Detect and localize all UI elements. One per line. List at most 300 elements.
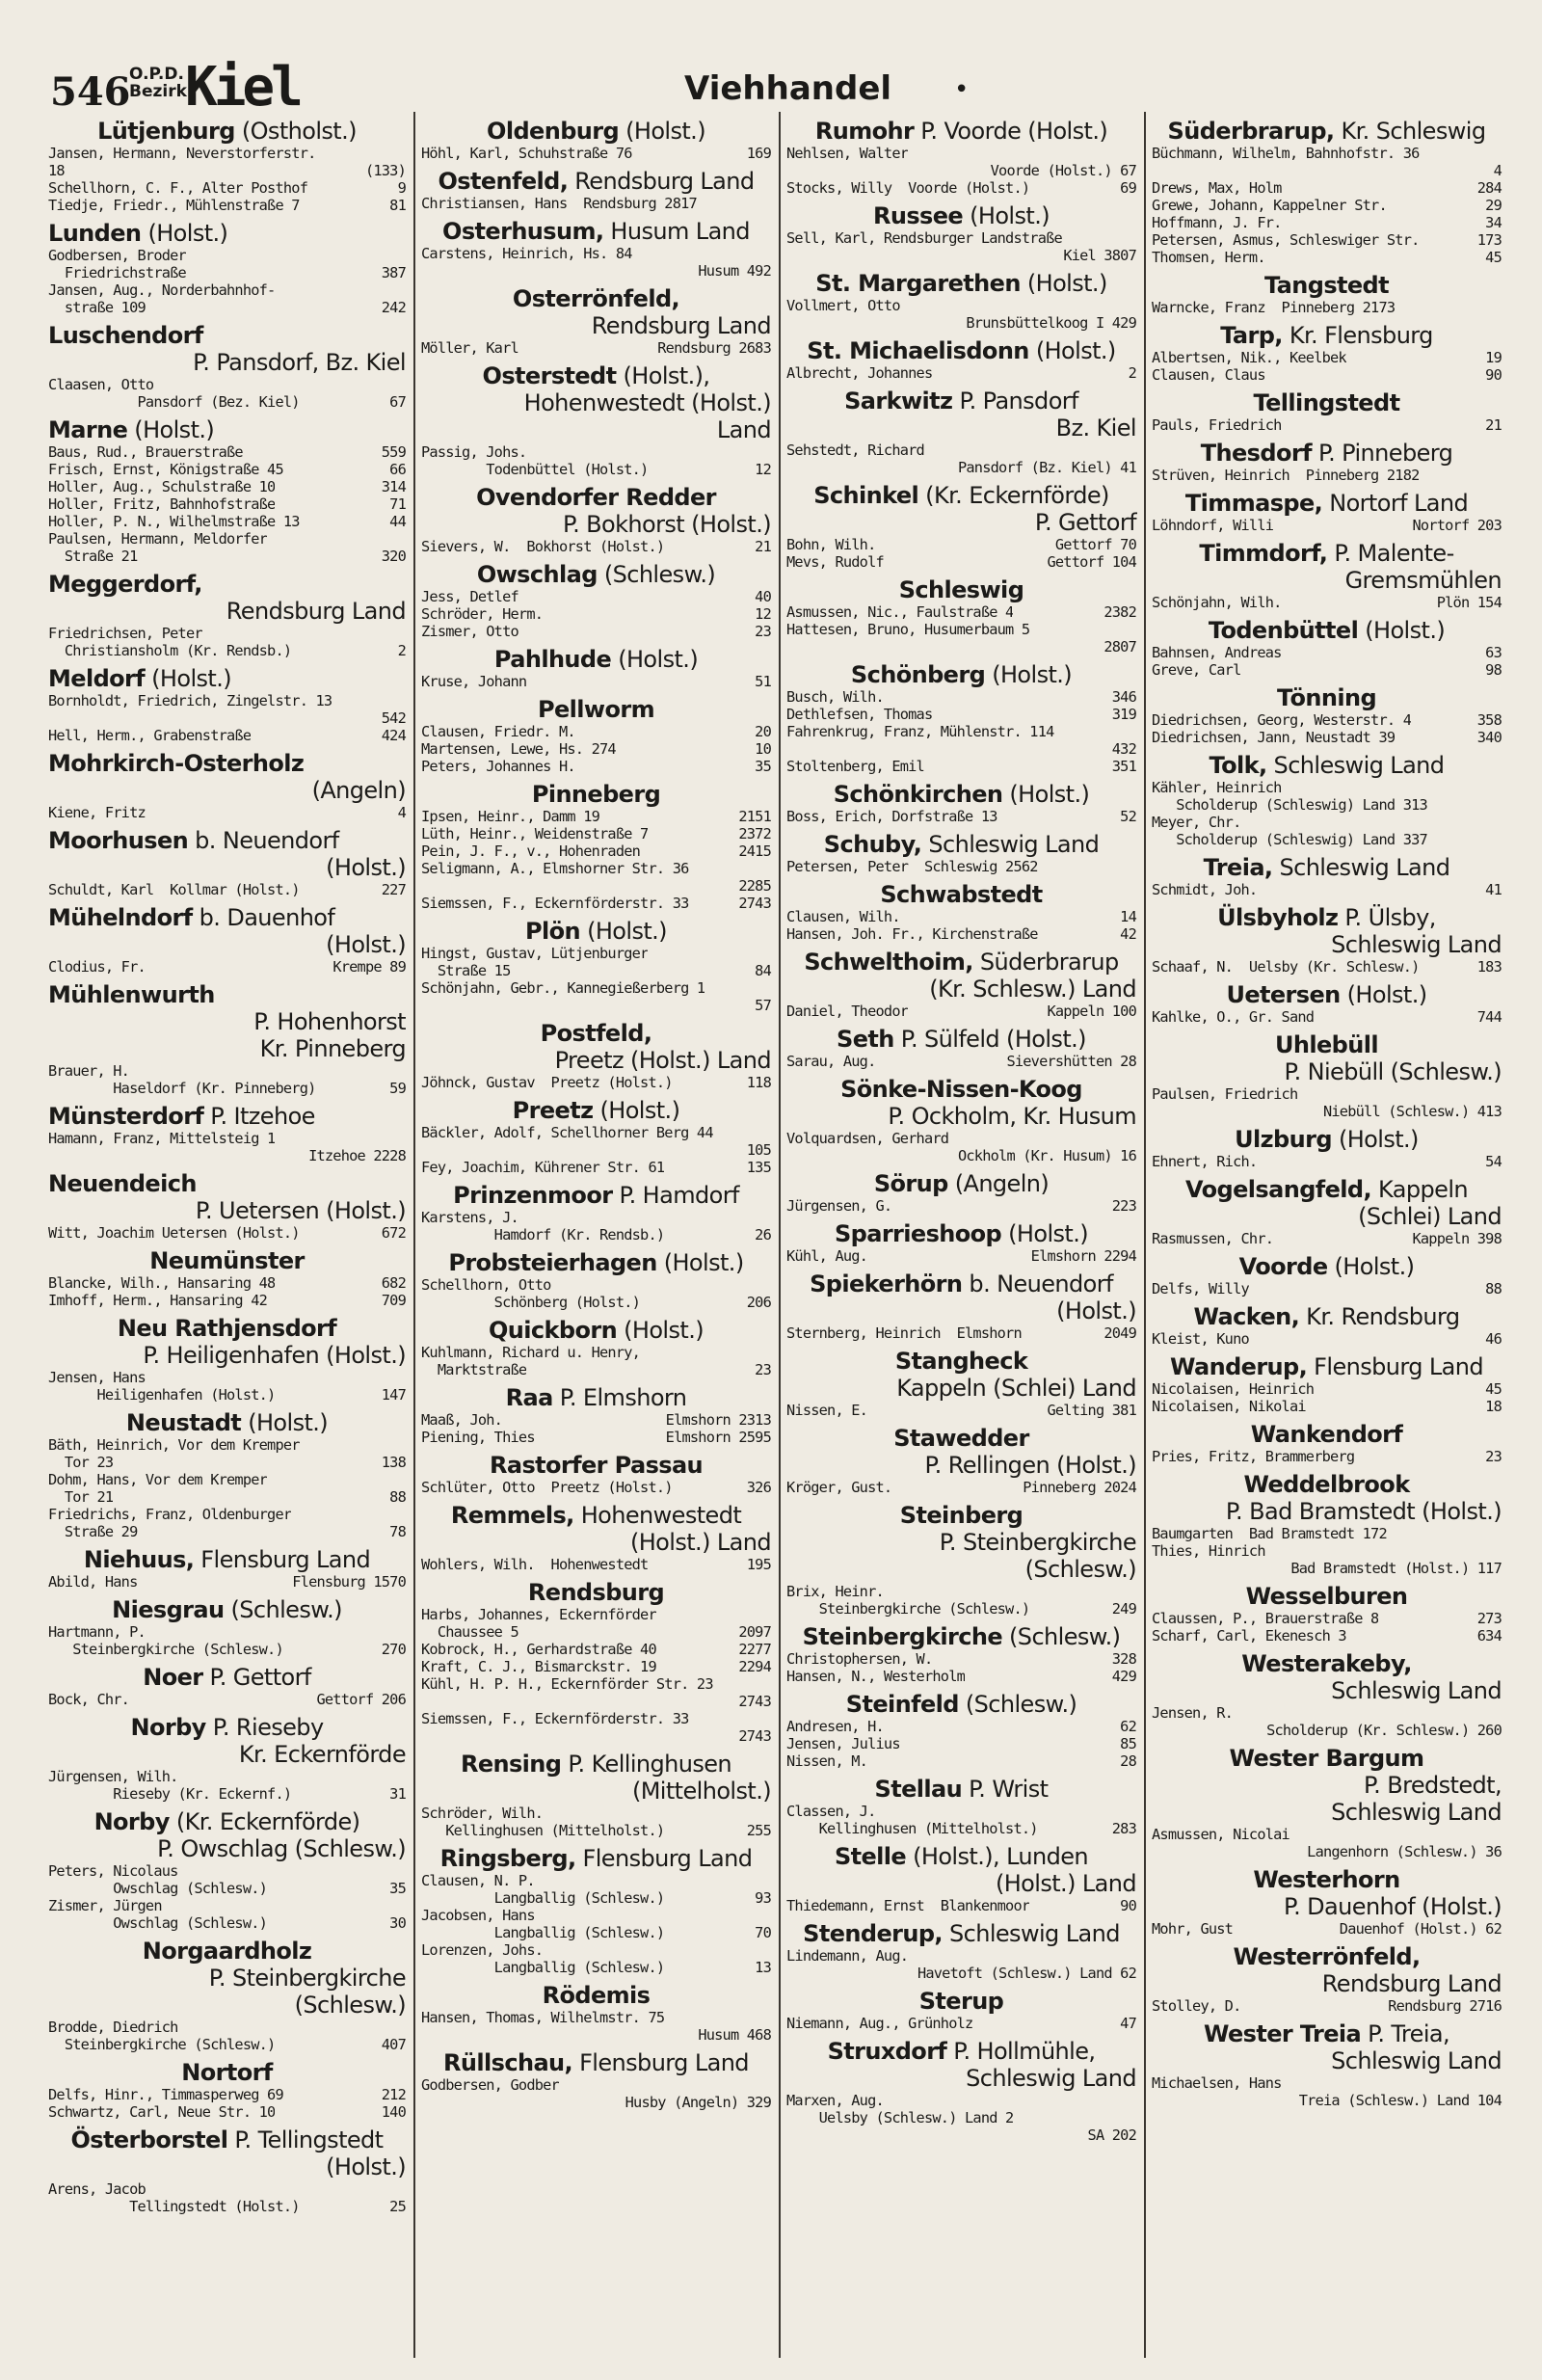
phone-number: 52 xyxy=(1120,808,1136,825)
phone-number: Krempe 89 xyxy=(332,958,406,976)
phone-number: Dauenhof (Holst.) 62 xyxy=(1339,1920,1502,1938)
phone-number xyxy=(767,1872,771,1889)
dealer-name-address: Todenbüttel (Holst.) xyxy=(421,461,649,478)
dealer-entry xyxy=(48,1785,406,1803)
place-name: Seth xyxy=(837,1026,894,1053)
phone-number: 195 xyxy=(746,1556,771,1573)
place-name: Niehuus, xyxy=(83,1546,195,1573)
dealer-name-address: Godbersen, Godber xyxy=(421,2076,559,2094)
dealer-entry xyxy=(1152,197,1502,214)
dealer-entry xyxy=(421,588,771,605)
place-name: Schinkel xyxy=(813,482,919,509)
place-name: Mohrkirch-Osterholz xyxy=(48,750,305,777)
place-postal-info: Gremsmühlen xyxy=(1344,567,1502,594)
dealer-entry xyxy=(48,958,406,976)
place-name: Neu Rathjensdorf xyxy=(117,1315,337,1342)
place-qualifier: P. Gettorf xyxy=(202,1664,311,1691)
place-postal-info: Rendsburg Land xyxy=(226,598,406,625)
phone-number: 138 xyxy=(381,1454,406,1471)
place-heading xyxy=(421,1751,771,1805)
dealer-entry xyxy=(786,706,1136,723)
dealer-entry xyxy=(421,1124,771,1141)
phone-number xyxy=(767,1209,771,1226)
dealer-name-address: Asmussen, Nicolai xyxy=(1152,1826,1289,1843)
dealer-name-address: Schwartz, Carl, Neue Str. 10 xyxy=(48,2103,276,2121)
dealer-entry xyxy=(421,895,771,912)
phone-number: Elmshorn 2595 xyxy=(665,1429,771,1446)
dealer-entry xyxy=(1152,1380,1502,1398)
dealer-entry xyxy=(786,553,1136,571)
phone-number xyxy=(402,1471,406,1488)
phone-number: Husum 468 xyxy=(698,2026,771,2044)
phone-number: 44 xyxy=(389,513,406,530)
dealer-entry xyxy=(421,1641,771,1658)
place-postal-info: (Holst.) xyxy=(1056,1297,1136,1324)
place-qualifier: P. Malente- xyxy=(1327,540,1454,567)
dealer-name-address: Jensen, R. xyxy=(1152,1704,1234,1722)
dealer-entry xyxy=(421,962,771,979)
dealer-name-address: Baumgarten Bad Bramstedt 172 xyxy=(1152,1525,1387,1542)
phone-number: 31 xyxy=(389,1785,406,1803)
place-postal-info: P. Steinbergkirche xyxy=(208,1965,406,1992)
place-qualifier: P. Elmshorn xyxy=(552,1384,687,1411)
phone-number: 29 xyxy=(1485,197,1502,214)
dealer-entry xyxy=(48,1386,406,1404)
place-name: Niesgrau xyxy=(112,1596,225,1623)
dealer-entry xyxy=(1152,1826,1502,1843)
dealer-entry xyxy=(421,339,771,357)
place-qualifier: P. Sülfeld (Holst.) xyxy=(893,1026,1086,1053)
place-heading xyxy=(786,881,1136,908)
place-heading xyxy=(786,1348,1136,1402)
phone-number: 23 xyxy=(755,623,771,640)
phone-number xyxy=(1498,1525,1502,1542)
dealer-entry xyxy=(48,642,406,659)
dealer-entry xyxy=(421,245,771,262)
dealer-entry xyxy=(786,1803,1136,1820)
place-qualifier: Süderbrarup xyxy=(972,949,1119,976)
dealer-entry xyxy=(1152,1448,1502,1465)
dealer-name-address: Pein, J. F., v., Hohenraden xyxy=(421,842,641,860)
phone-number: 270 xyxy=(381,1641,406,1658)
place-qualifier: (Holst.) xyxy=(1020,270,1107,297)
place-name: Rüllschau, xyxy=(443,2049,573,2076)
dealer-entry xyxy=(1152,1542,1502,1560)
phone-number: Havetoft (Schlesw.) Land 62 xyxy=(917,1965,1136,1982)
place-name: Ovendorfer Redder xyxy=(476,484,716,511)
dealer-name-address: Vollmert, Otto xyxy=(786,297,900,314)
phone-number xyxy=(402,1768,406,1785)
place-postal-info: Schleswig Land xyxy=(1331,2047,1502,2074)
place-heading xyxy=(421,168,771,195)
dealer-name-address: Jansen, Hermann, Neverstorferstr. xyxy=(48,145,316,162)
place-heading xyxy=(786,1776,1136,1803)
place-qualifier: Flensburg Land xyxy=(572,2049,749,2076)
phone-number: Kappeln 100 xyxy=(1047,1003,1136,1020)
phone-number xyxy=(1498,2074,1502,2092)
place-qualifier: (Holst.) xyxy=(611,646,699,673)
phone-number: Kiel 3807 xyxy=(1063,247,1136,264)
phone-number: 273 xyxy=(1476,1610,1502,1627)
dealer-entry xyxy=(786,1324,1136,1342)
place-postal-info: (Holst.) xyxy=(326,2153,406,2180)
dealer-entry xyxy=(786,723,1136,740)
place-name: Moorhusen xyxy=(48,827,189,854)
dealer-entry xyxy=(786,908,1136,925)
phone-number: 2415 xyxy=(738,842,771,860)
phone-number: 63 xyxy=(1485,644,1502,661)
phone-number: 12 xyxy=(755,605,771,623)
place-postal-info: P. Gettorf xyxy=(1034,509,1136,536)
place-name: Wesselburen xyxy=(1245,1583,1408,1610)
phone-number xyxy=(767,245,771,262)
place-name: Postfeld, xyxy=(540,1020,652,1047)
dealer-entry xyxy=(421,825,771,842)
phone-number xyxy=(402,692,406,709)
place-name: Norby xyxy=(93,1808,170,1835)
dealer-entry xyxy=(421,1822,771,1839)
dealer-entry xyxy=(421,2076,771,2094)
dealer-name-address: Delfs, Hinr., Timmasperweg 69 xyxy=(48,2086,283,2103)
dealer-entry xyxy=(421,538,771,555)
place-heading xyxy=(786,1076,1136,1130)
dealer-entry xyxy=(48,461,406,478)
place-qualifier: P. Itzehoe xyxy=(203,1103,315,1130)
place-postal-info: P. Uetersen (Holst.) xyxy=(195,1197,406,1224)
dealer-entry xyxy=(786,1718,1136,1735)
phone-number: 12 xyxy=(755,461,771,478)
place-name: Ulzburg xyxy=(1235,1126,1332,1153)
dealer-entry xyxy=(421,1623,771,1641)
dealer-name-address: Marxen, Aug. xyxy=(786,2092,884,2109)
place-postal-info: Rendsburg Land xyxy=(1321,1970,1502,1997)
phone-number: 2372 xyxy=(738,825,771,842)
dealer-name-address: Clausen, Wilh. xyxy=(786,908,900,925)
place-postal-info: P. Bredstedt, xyxy=(1364,1772,1502,1799)
phone-number: Itzehoe 2228 xyxy=(308,1147,406,1164)
place-name: Russee xyxy=(873,202,964,229)
place-heading xyxy=(421,1384,771,1411)
dealer-entry xyxy=(48,443,406,461)
dealer-name-address: Kühl, Aug. xyxy=(786,1247,868,1265)
place-name: Wacken, xyxy=(1193,1303,1300,1330)
place-qualifier: P. Hollmühle, xyxy=(946,2038,1096,2065)
dealer-entry xyxy=(421,1361,771,1378)
dealer-entry xyxy=(48,1454,406,1471)
dealer-entry xyxy=(48,1274,406,1292)
dealer-entry xyxy=(48,162,406,179)
phone-number: 223 xyxy=(1111,1197,1136,1215)
dealer-name-address: Baus, Rud., Brauerstraße xyxy=(48,443,243,461)
dealer-name-address: Lüth, Heinr., Weidenstraße 7 xyxy=(421,825,649,842)
phone-number xyxy=(1132,2109,1136,2126)
place-name: Osterstedt xyxy=(482,362,617,389)
place-heading xyxy=(421,1502,771,1556)
dealer-name-address: Christophersen, W. xyxy=(786,1650,933,1668)
phone-number: 40 xyxy=(755,588,771,605)
dealer-name-address: Sternberg, Heinrich Elmshorn xyxy=(786,1324,1022,1342)
dealer-entry xyxy=(48,1080,406,1097)
place-heading xyxy=(48,1409,406,1436)
dealer-entry xyxy=(1152,711,1502,729)
dealer-entry xyxy=(1152,1704,1502,1722)
phone-number: 25 xyxy=(389,2198,406,2215)
place-heading xyxy=(48,416,406,443)
place-name: Nortorf xyxy=(181,2059,273,2086)
dealer-name-address: Zismer, Otto xyxy=(421,623,518,640)
dealer-name-address: Pauls, Friedrich xyxy=(1152,416,1282,434)
dealer-entry xyxy=(1152,1722,1502,1739)
dealer-entry xyxy=(1152,1610,1502,1627)
dealer-entry xyxy=(786,1735,1136,1752)
phone-number: 387 xyxy=(381,264,406,281)
phone-number xyxy=(1132,858,1136,875)
dealer-entry xyxy=(1152,467,1502,484)
place-heading xyxy=(786,388,1136,441)
dealer-name-address: Bäth, Heinrich, Vor dem Kremper xyxy=(48,1436,300,1454)
place-postal-info: P. Owschlag (Schlesw.) xyxy=(157,1835,406,1862)
dealer-name-address: Christiansen, Hans Rendsburg 2817 xyxy=(421,195,697,212)
place-postal-info: (Holst.) xyxy=(326,931,406,958)
place-heading xyxy=(421,1182,771,1209)
place-heading xyxy=(1152,490,1502,517)
dealer-name-address: Peters, Nicolaus xyxy=(48,1862,178,1880)
phone-number xyxy=(1498,831,1502,848)
place-name: Steinbergkirche xyxy=(802,1623,1003,1650)
place-name: Remmels, xyxy=(450,1502,574,1529)
dealer-entry xyxy=(786,1130,1136,1147)
dealer-entry xyxy=(1152,796,1502,814)
place-postal-info: P. Hohenhorst xyxy=(253,1008,406,1035)
dealer-name-address: Schröder, Herm. xyxy=(421,605,544,623)
phone-number: 2151 xyxy=(738,808,771,825)
dealer-name-address: Nicolaisen, Nikolai xyxy=(1152,1398,1306,1415)
dealer-name-address: Stolley, D. xyxy=(1152,1997,1241,2015)
place-name: Todenbüttel xyxy=(1208,617,1359,644)
phone-number: 14 xyxy=(1120,908,1136,925)
dealer-entry xyxy=(48,1862,406,1880)
phone-number xyxy=(767,860,771,877)
phone-number: 2294 xyxy=(738,1658,771,1675)
dealer-name-address: Hansen, Thomas, Wilhelmstr. 75 xyxy=(421,2009,665,2026)
phone-number: 2807 xyxy=(1103,638,1136,655)
dealer-entry xyxy=(786,1668,1136,1685)
dealer-name-address: Greve, Carl xyxy=(1152,661,1241,679)
phone-number xyxy=(767,443,771,461)
place-name: Sterup xyxy=(918,1988,1004,2015)
dealer-entry xyxy=(421,145,771,162)
dealer-entry xyxy=(786,1947,1136,1965)
phone-number: 346 xyxy=(1111,688,1136,706)
place-qualifier: P. Kellinghusen xyxy=(561,1751,732,1778)
dealer-name-address: Kobrock, H., Gerhardstraße 40 xyxy=(421,1641,656,1658)
section-heading: Viehhandel xyxy=(684,69,892,108)
place-qualifier: Schleswig Land xyxy=(921,831,1100,858)
place-name: Münsterdorf xyxy=(48,1103,204,1130)
dealer-entry xyxy=(1152,1398,1502,1415)
place-postal-info: (Schlesw.) xyxy=(294,1992,406,2019)
dealer-entry xyxy=(421,1693,771,1710)
dealer-name-address: Michaelsen, Hans xyxy=(1152,2074,1282,2092)
place-name: Wankendorf xyxy=(1250,1421,1403,1448)
place-heading xyxy=(1152,1650,1502,1704)
phone-number: 255 xyxy=(746,1822,771,1839)
dealer-name-address: Jess, Detlef xyxy=(421,588,518,605)
phone-number: Husum 492 xyxy=(698,262,771,280)
place-heading xyxy=(421,285,771,339)
phone-number: 70 xyxy=(755,1924,771,1941)
place-qualifier: (Holst.) xyxy=(963,202,1050,229)
place-heading xyxy=(786,482,1136,536)
phone-number xyxy=(767,1675,771,1693)
dealer-name-address: Harbs, Johannes, Eckernförder xyxy=(421,1606,656,1623)
phone-number: 249 xyxy=(1111,1600,1136,1618)
dealer-name-address: Schaaf, N. Uelsby (Kr. Schlesw.) xyxy=(1152,958,1420,976)
place-heading xyxy=(48,1546,406,1573)
place-qualifier: (Schlesw.) xyxy=(958,1691,1077,1718)
place-qualifier: (Holst.) xyxy=(1340,981,1427,1008)
place-qualifier: P. Treia, xyxy=(1361,2020,1450,2047)
dealer-name-address: Jansen, Aug., Norderbahnhof- xyxy=(48,281,276,299)
dealer-entry xyxy=(1152,162,1502,179)
place-name: Probsteierhagen xyxy=(448,1249,657,1276)
dealer-entry xyxy=(421,1429,771,1446)
place-name: Osterhusum, xyxy=(442,218,604,245)
dealer-entry xyxy=(48,881,406,898)
place-heading xyxy=(1152,684,1502,711)
place-name: Neustadt xyxy=(125,1409,242,1436)
place-heading xyxy=(1152,1353,1502,1380)
phone-number: 57 xyxy=(755,997,771,1014)
phone-number xyxy=(402,1369,406,1386)
dealer-name-address: Holler, Aug., Schulstraße 10 xyxy=(48,478,276,495)
place-qualifier: P. Ülsby, xyxy=(1338,904,1436,931)
phone-number xyxy=(1498,1826,1502,1843)
place-qualifier: (Holst.) xyxy=(145,665,232,692)
dealer-entry xyxy=(1152,1560,1502,1577)
dealer-name-address: Thies, Hinrich xyxy=(1152,1542,1265,1560)
dealer-name-address: Chaussee 5 xyxy=(421,1623,518,1641)
phone-number: 2743 xyxy=(738,1727,771,1745)
phone-number xyxy=(767,2009,771,2026)
dealer-entry xyxy=(786,925,1136,943)
place-qualifier: b. Neuendorf xyxy=(962,1270,1113,1297)
dealer-entry xyxy=(786,808,1136,825)
dealer-entry xyxy=(1152,249,1502,266)
dealer-name-address: Jürgensen, Wilh. xyxy=(48,1768,178,1785)
dealer-name-address: Brauer, H. xyxy=(48,1062,130,1080)
place-qualifier: Flensburg Land xyxy=(575,1845,753,1872)
dealer-name-address: Zismer, Jürgen xyxy=(48,1897,162,1914)
place-name: Wanderup, xyxy=(1169,1353,1308,1380)
dealer-entry xyxy=(421,1074,771,1091)
place-name: Plön xyxy=(525,918,581,945)
place-heading xyxy=(421,696,771,723)
dealer-name-address: Petersen, Peter Schleswig 2562 xyxy=(786,858,1038,875)
place-heading xyxy=(1152,1943,1502,1997)
place-name: Norby xyxy=(130,1714,206,1741)
dealer-entry xyxy=(421,2009,771,2026)
phone-number: 2 xyxy=(1128,364,1136,382)
dealer-entry xyxy=(48,2086,406,2103)
phone-number: Plön 154 xyxy=(1436,594,1502,611)
phone-number: Husby (Angeln) 329 xyxy=(625,2094,771,2111)
phone-number xyxy=(767,2076,771,2094)
place-qualifier: Kappeln xyxy=(1371,1176,1468,1203)
place-qualifier: (Schlesw.) xyxy=(224,1596,342,1623)
place-postal-info: (Kr. Schlesw.) Land xyxy=(929,976,1136,1003)
place-heading xyxy=(48,1103,406,1130)
place-heading xyxy=(786,118,1136,145)
place-qualifier: Schleswig Land xyxy=(1272,854,1450,881)
place-heading xyxy=(48,1596,406,1623)
dealer-name-address: Wohlers, Wilh. Hohenwestedt xyxy=(421,1556,649,1573)
phone-number: 135 xyxy=(746,1159,771,1176)
phone-number: 35 xyxy=(755,758,771,775)
dealer-name-address: Hansen, N., Westerholm xyxy=(786,1668,966,1685)
place-name: Sarkwitz xyxy=(844,388,953,414)
dealer-entry xyxy=(1152,1230,1502,1247)
dealer-entry xyxy=(1152,366,1502,384)
place-name: Lütjenburg xyxy=(97,118,235,145)
dealer-name-address: Christiansholm (Kr. Rendsb.) xyxy=(48,642,292,659)
place-name: St. Michaelisdonn xyxy=(807,337,1029,364)
dealer-name-address: Thomsen, Herm. xyxy=(1152,249,1265,266)
phone-number: 2049 xyxy=(1103,1324,1136,1342)
dealer-name-address: Schlüter, Otto Preetz (Holst.) xyxy=(421,1479,673,1496)
dealer-entry xyxy=(1152,661,1502,679)
dealer-name-address: Pries, Fritz, Brammerberg xyxy=(1152,1448,1355,1465)
directory-column-4 xyxy=(1144,112,1509,2358)
place-heading xyxy=(786,661,1136,688)
dealer-entry xyxy=(1152,2074,1502,2092)
dealer-name-address: Jürgensen, G. xyxy=(786,1197,892,1215)
phone-number: Sievershütten 28 xyxy=(1006,1053,1136,1070)
phone-number xyxy=(402,247,406,264)
phone-number: 744 xyxy=(1476,1008,1502,1026)
dealer-entry xyxy=(786,2092,1136,2109)
dealer-entry xyxy=(421,808,771,825)
place-qualifier: Flensburg Land xyxy=(1307,1353,1484,1380)
place-name: Ostenfeld, xyxy=(438,168,569,195)
phone-number: 140 xyxy=(381,2103,406,2121)
phone-number: 85 xyxy=(1120,1735,1136,1752)
place-qualifier: (Holst.) xyxy=(593,1097,680,1124)
phone-number xyxy=(402,376,406,393)
dealer-name-address: Friedrichs, Franz, Oldenburger xyxy=(48,1506,292,1523)
dealer-entry xyxy=(421,1344,771,1361)
dealer-entry xyxy=(421,1889,771,1907)
phone-number: Rendsburg 2683 xyxy=(657,339,771,357)
phone-number xyxy=(1498,814,1502,831)
dealer-name-address: Straße 21 xyxy=(48,548,138,565)
place-name: Schönkirchen xyxy=(833,781,1003,808)
place-name: Schuby, xyxy=(823,831,922,858)
place-heading xyxy=(48,827,406,881)
dealer-entry xyxy=(421,740,771,758)
dealer-name-address: Frisch, Ernst, Königstraße 45 xyxy=(48,461,283,478)
dealer-entry xyxy=(1152,1103,1502,1120)
place-heading xyxy=(421,484,771,538)
dealer-name-address: Holler, P. N., Wilhelmstraße 13 xyxy=(48,513,300,530)
dealer-entry xyxy=(48,1623,406,1641)
dealer-name-address: Kellinghusen (Mittelholst.) xyxy=(786,1820,1038,1837)
dealer-entry xyxy=(421,2094,771,2111)
dealer-name-address: Schmidt, Joh. xyxy=(1152,881,1258,898)
phone-number: Langenhorn (Schlesw.) 36 xyxy=(1307,1843,1502,1860)
place-heading xyxy=(1152,118,1502,145)
dealer-entry xyxy=(786,1402,1136,1419)
